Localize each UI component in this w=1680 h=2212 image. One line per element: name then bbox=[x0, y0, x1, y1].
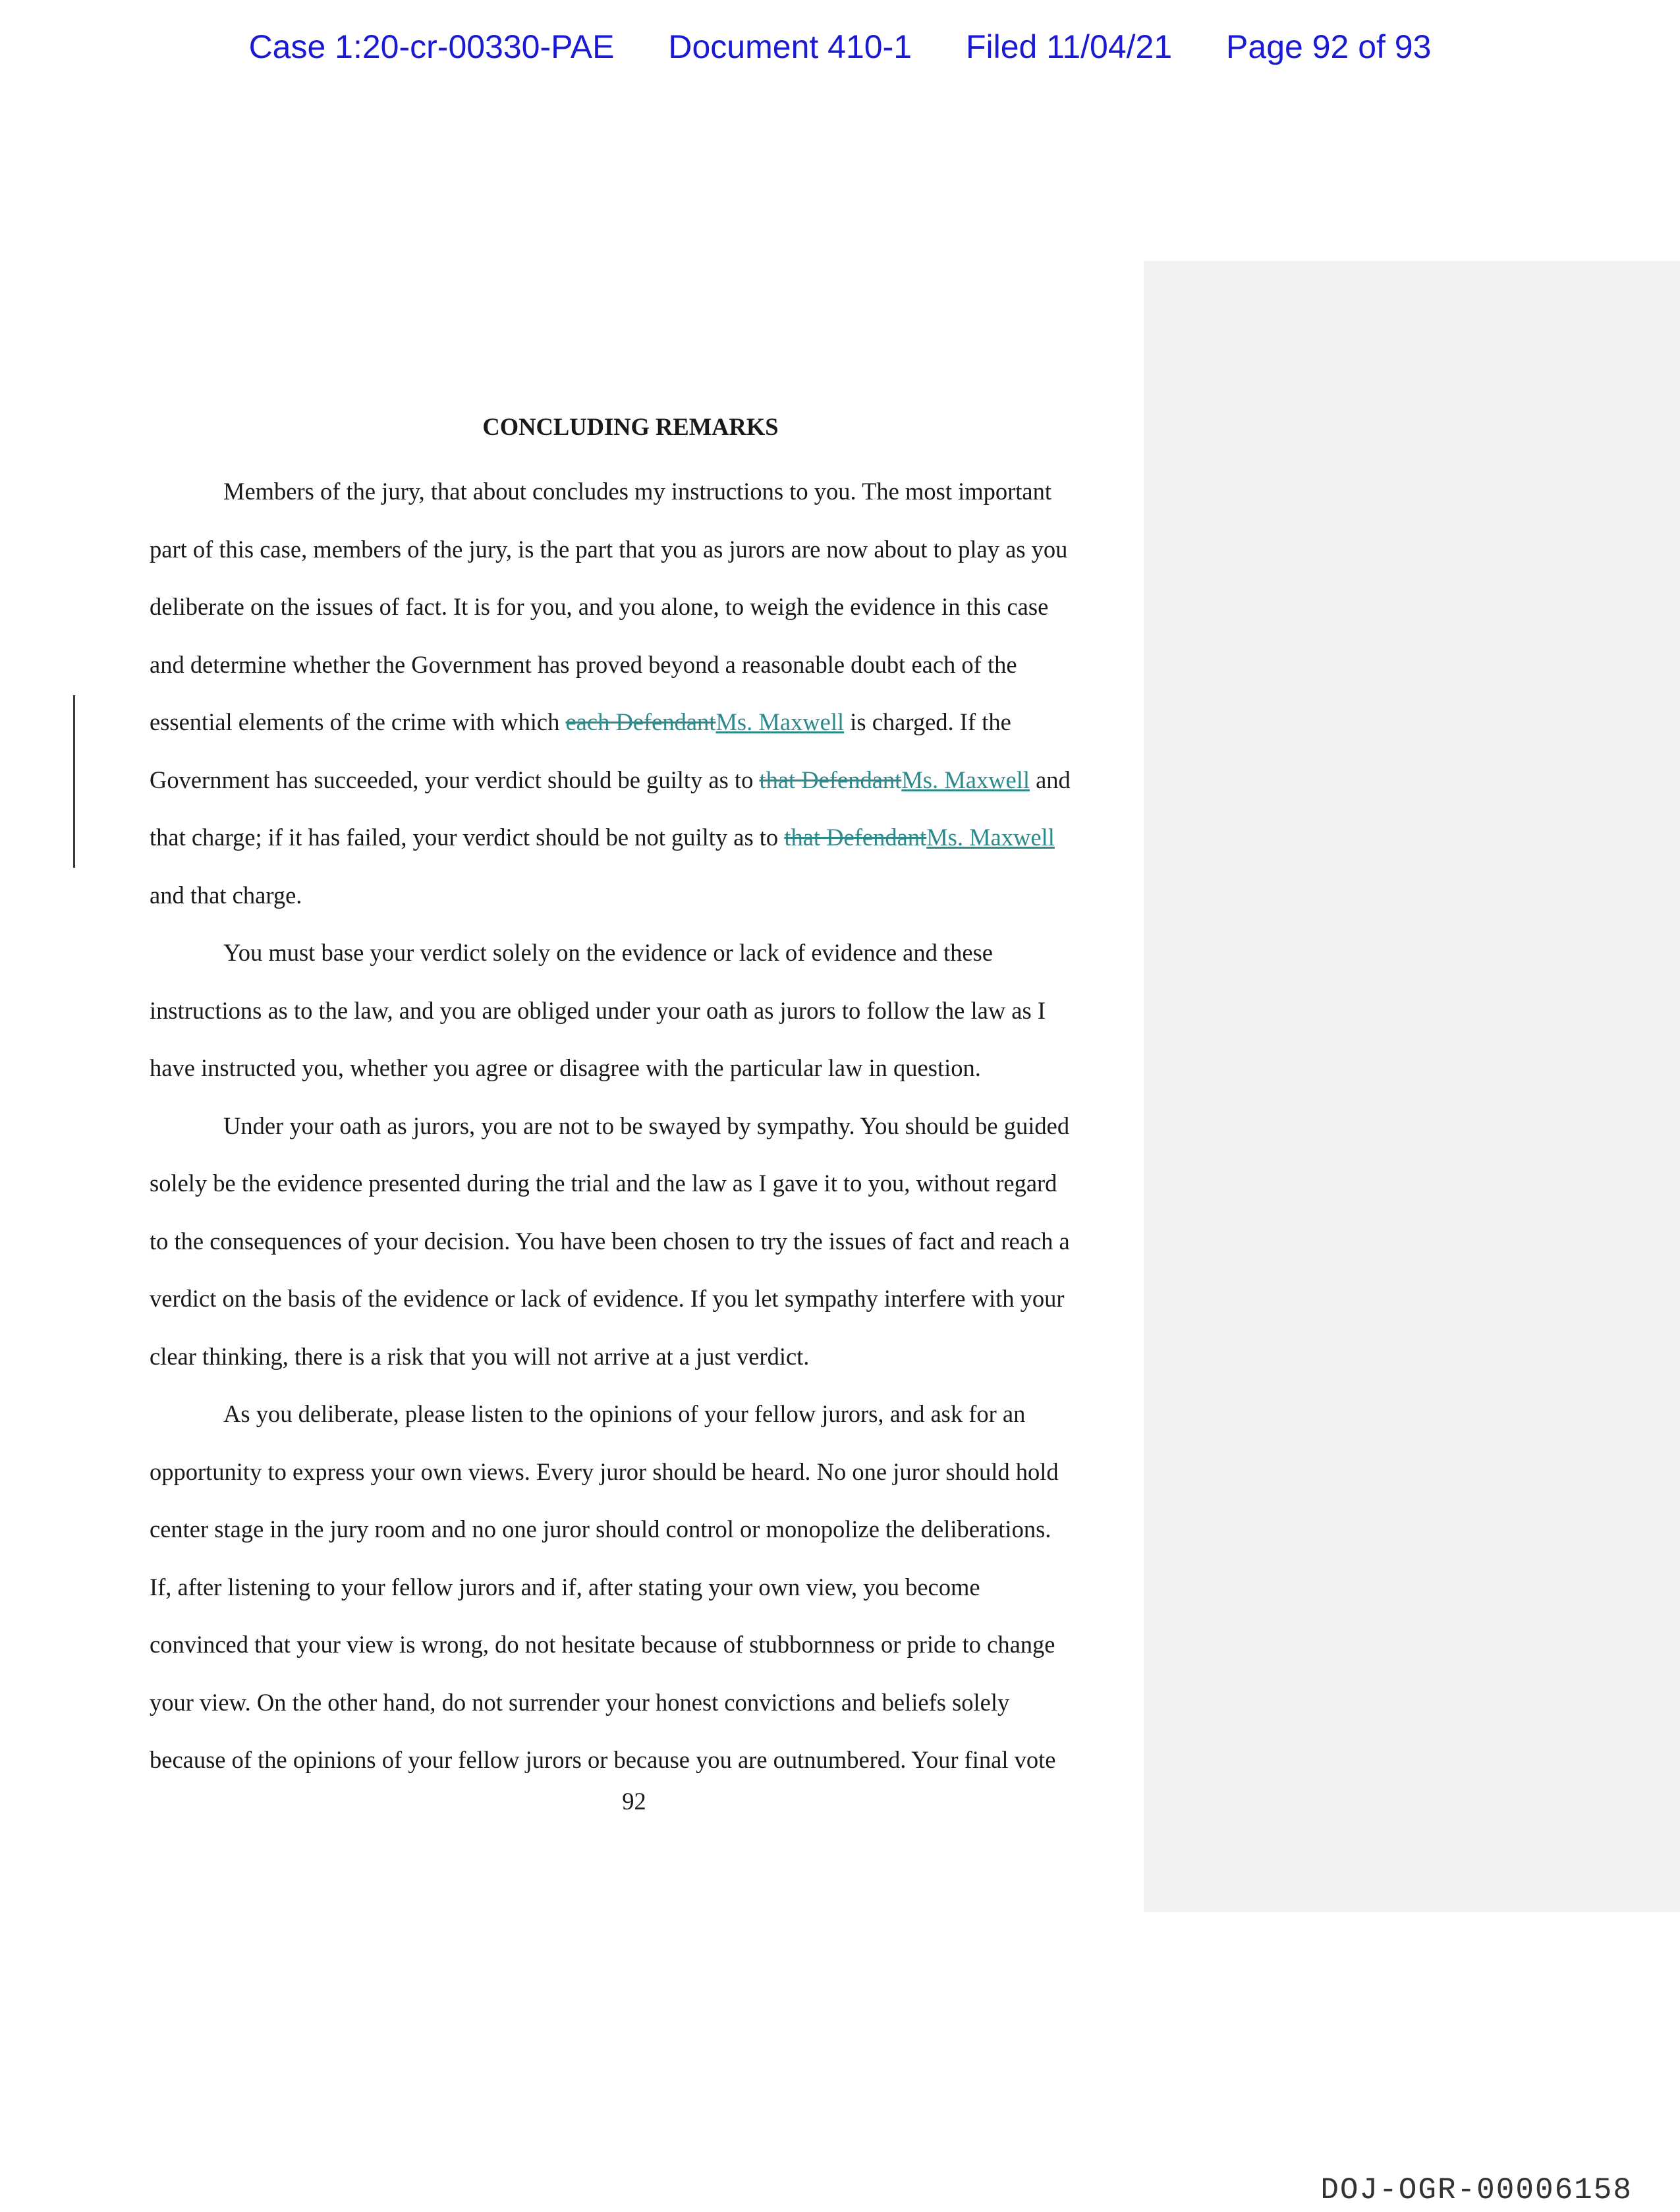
text-run: Government has succeeded, your verdict should be guilty as to bbox=[150, 766, 760, 793]
text-line: have instructed you, whether you agree or disagree with the particular law in question. bbox=[150, 1054, 981, 1081]
text-line: center stage in the jury room and no one juror should control or monopolize the deliberations. bbox=[150, 1516, 1051, 1543]
paragraph-verdict-intro bbox=[150, 463, 1111, 924]
text-line: verdict on the basis of the evidence or lack of evidence. If you let sympathy interfere with your bbox=[150, 1285, 1065, 1312]
page-number: 92 bbox=[622, 1788, 646, 1815]
text-line bbox=[150, 751, 1111, 809]
bates-number: DOJ-OGR-00006158 bbox=[1320, 2173, 1633, 2207]
text-line: to the consequences of your decision. You have been chosen to try the issues of fact and reach a bbox=[150, 1227, 1070, 1255]
text-line: As you deliberate, please listen to the opinions of your fellow jurors, and ask for an bbox=[223, 1400, 1026, 1427]
text-line: clear thinking, there is a risk that you will not arrive at a just verdict. bbox=[150, 1342, 810, 1370]
case-number: Case 1:20-cr-00330-PAE bbox=[248, 28, 615, 65]
text-run: and bbox=[1029, 766, 1071, 793]
text-run: essential elements of the crime with which bbox=[150, 708, 566, 735]
text-run: is charged. If the bbox=[844, 708, 1011, 735]
text-line: because of the opinions of your fellow jurors or because you are outnumbered. Your final vote bbox=[150, 1746, 1056, 1773]
deleted-text: that Defendant bbox=[759, 766, 902, 793]
deleted-text: each Defendant bbox=[565, 708, 716, 735]
text-line: part of this case, members of the jury, is the part that you as jurors are now about to play as you bbox=[150, 535, 1068, 563]
text-line: deliberate on the issues of fact. It is for you, and you alone, to weigh the evidence in this case bbox=[150, 593, 1049, 620]
inserted-text: Ms. Maxwell bbox=[715, 708, 845, 735]
text-line: your view. On the other hand, do not surrender your honest convictions and beliefs solely bbox=[150, 1688, 1010, 1716]
document-number: Document 410-1 bbox=[668, 28, 912, 65]
text-line bbox=[150, 808, 1111, 866]
comment-margin-pane bbox=[1144, 261, 1680, 1912]
text-run: that charge; if it has failed, your verdict should be not guilty as to bbox=[150, 824, 785, 851]
paragraph-base-verdict bbox=[150, 924, 1111, 1097]
text-line: opportunity to express your own views. Every juror should be heard. No one juror should hold bbox=[150, 1458, 1059, 1485]
text-line bbox=[150, 693, 1111, 751]
text-line: Members of the jury, that about concludes my instructions to you. The most important bbox=[223, 478, 1052, 505]
text-line: If, after listening to your fellow jurors and if, after stating your own view, you become bbox=[150, 1573, 980, 1601]
inserted-text: Ms. Maxwell bbox=[926, 824, 1055, 851]
inserted-text: Ms. Maxwell bbox=[901, 766, 1030, 793]
text-line: and determine whether the Government has proved beyond a reasonable doubt each of the bbox=[150, 650, 1017, 678]
section-heading: CONCLUDING REMARKS bbox=[482, 413, 779, 440]
tracked-change-bar bbox=[73, 695, 75, 868]
page-indicator: Page 92 of 93 bbox=[1226, 28, 1432, 65]
text-line: Under your oath as jurors, you are not to be swayed by sympathy. You should be guided bbox=[223, 1112, 1070, 1139]
document-body bbox=[150, 407, 1111, 1789]
text-line: and that charge. bbox=[150, 881, 302, 909]
paragraph-deliberation bbox=[150, 1385, 1111, 1789]
text-line: You must base your verdict solely on the evidence or lack of evidence and these bbox=[223, 939, 993, 966]
deleted-text: that Defendant bbox=[784, 824, 927, 851]
filed-date: Filed 11/04/21 bbox=[965, 28, 1173, 65]
text-line: instructions as to the law, and you are obliged under your oath as jurors to follow the law as I bbox=[150, 996, 1046, 1024]
text-line: convinced that your view is wrong, do not hesitate because of stubbornness or pride to change bbox=[150, 1631, 1055, 1658]
filing-header-stamp bbox=[0, 28, 1680, 66]
text-line: solely be the evidence presented during the trial and the law as I gave it to you, without regard bbox=[150, 1170, 1057, 1197]
paragraph-sympathy bbox=[150, 1097, 1111, 1386]
